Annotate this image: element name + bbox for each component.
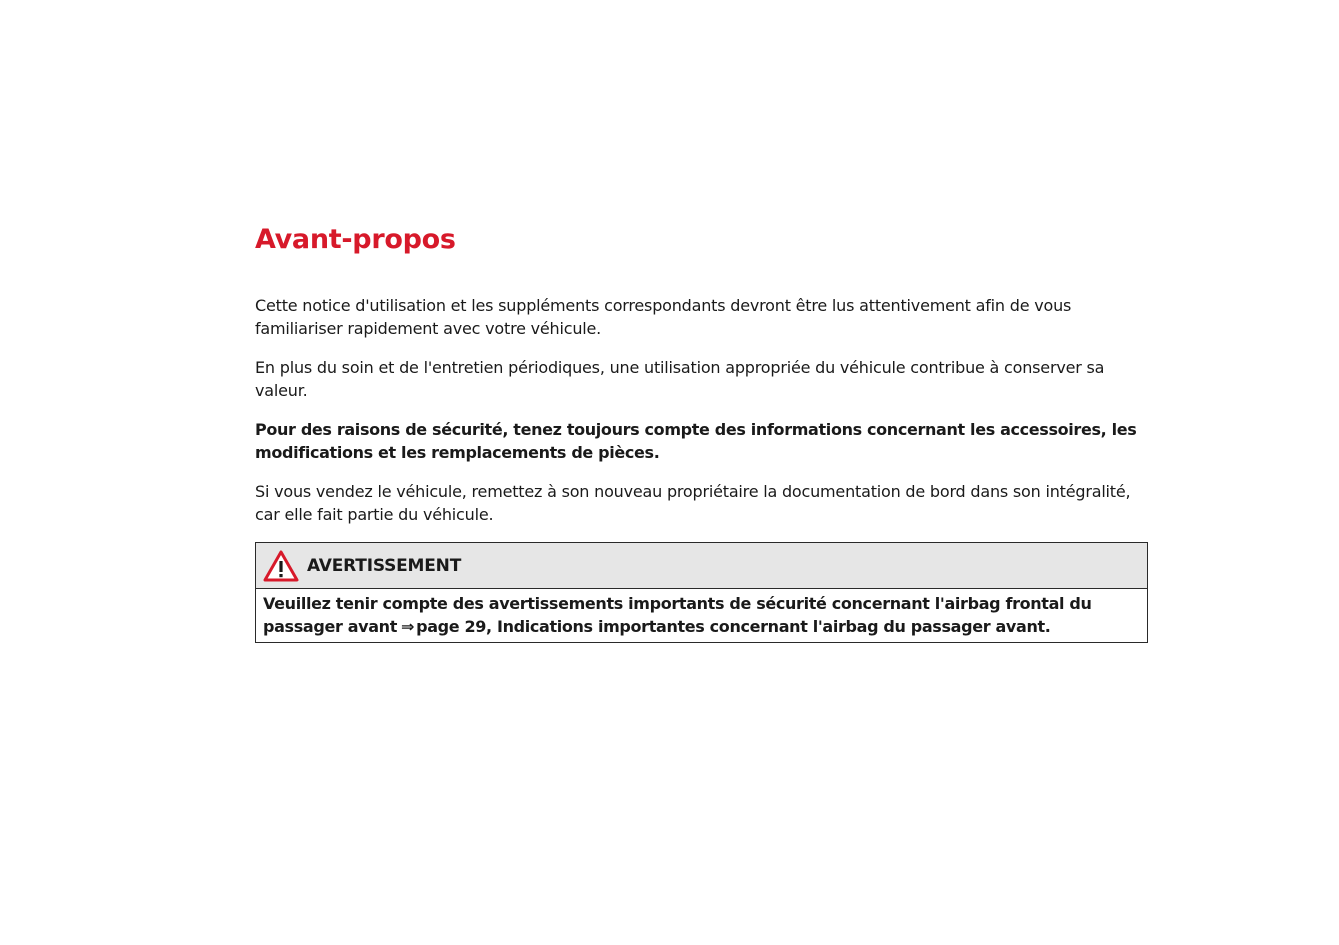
cross-reference-arrow: ⇒ xyxy=(401,617,415,636)
page-content xyxy=(255,222,1148,643)
paragraph-sale: Si vous vendez le véhicule, remettez à son nouveau propriétaire la documentation de bord dans son intégralité, car elle fait partie du véhicule. xyxy=(255,482,1131,524)
page-title: Avant-propos xyxy=(255,224,456,255)
warning-header xyxy=(256,543,1147,589)
paragraph-safety: Pour des raisons de sécurité, tenez toujours compte des informations concernant les accessoires, les modifications et les remplacements de pièces. xyxy=(255,420,1137,462)
warning-body xyxy=(256,589,1147,642)
warning-triangle-icon xyxy=(263,550,299,582)
warning-title: AVERTISSEMENT xyxy=(307,555,462,576)
warning-page-link[interactable]: page 29, Indications importantes concernant l'airbag du passager avant. xyxy=(416,617,1051,636)
warning-text: Veuillez tenir compte des avertissements importants de sécurité concernant l'airbag frontal du passager avant xyxy=(263,594,1092,636)
warning-box xyxy=(255,542,1148,643)
paragraph-intro: Cette notice d'utilisation et les suppléments correspondants devront être lus attentivement afin de vous familiariser rapidement avec votre véhicule. xyxy=(255,296,1072,338)
paragraph-care: En plus du soin et de l'entretien périodiques, une utilisation appropriée du véhicule contribue à conserver sa valeur. xyxy=(255,358,1105,400)
